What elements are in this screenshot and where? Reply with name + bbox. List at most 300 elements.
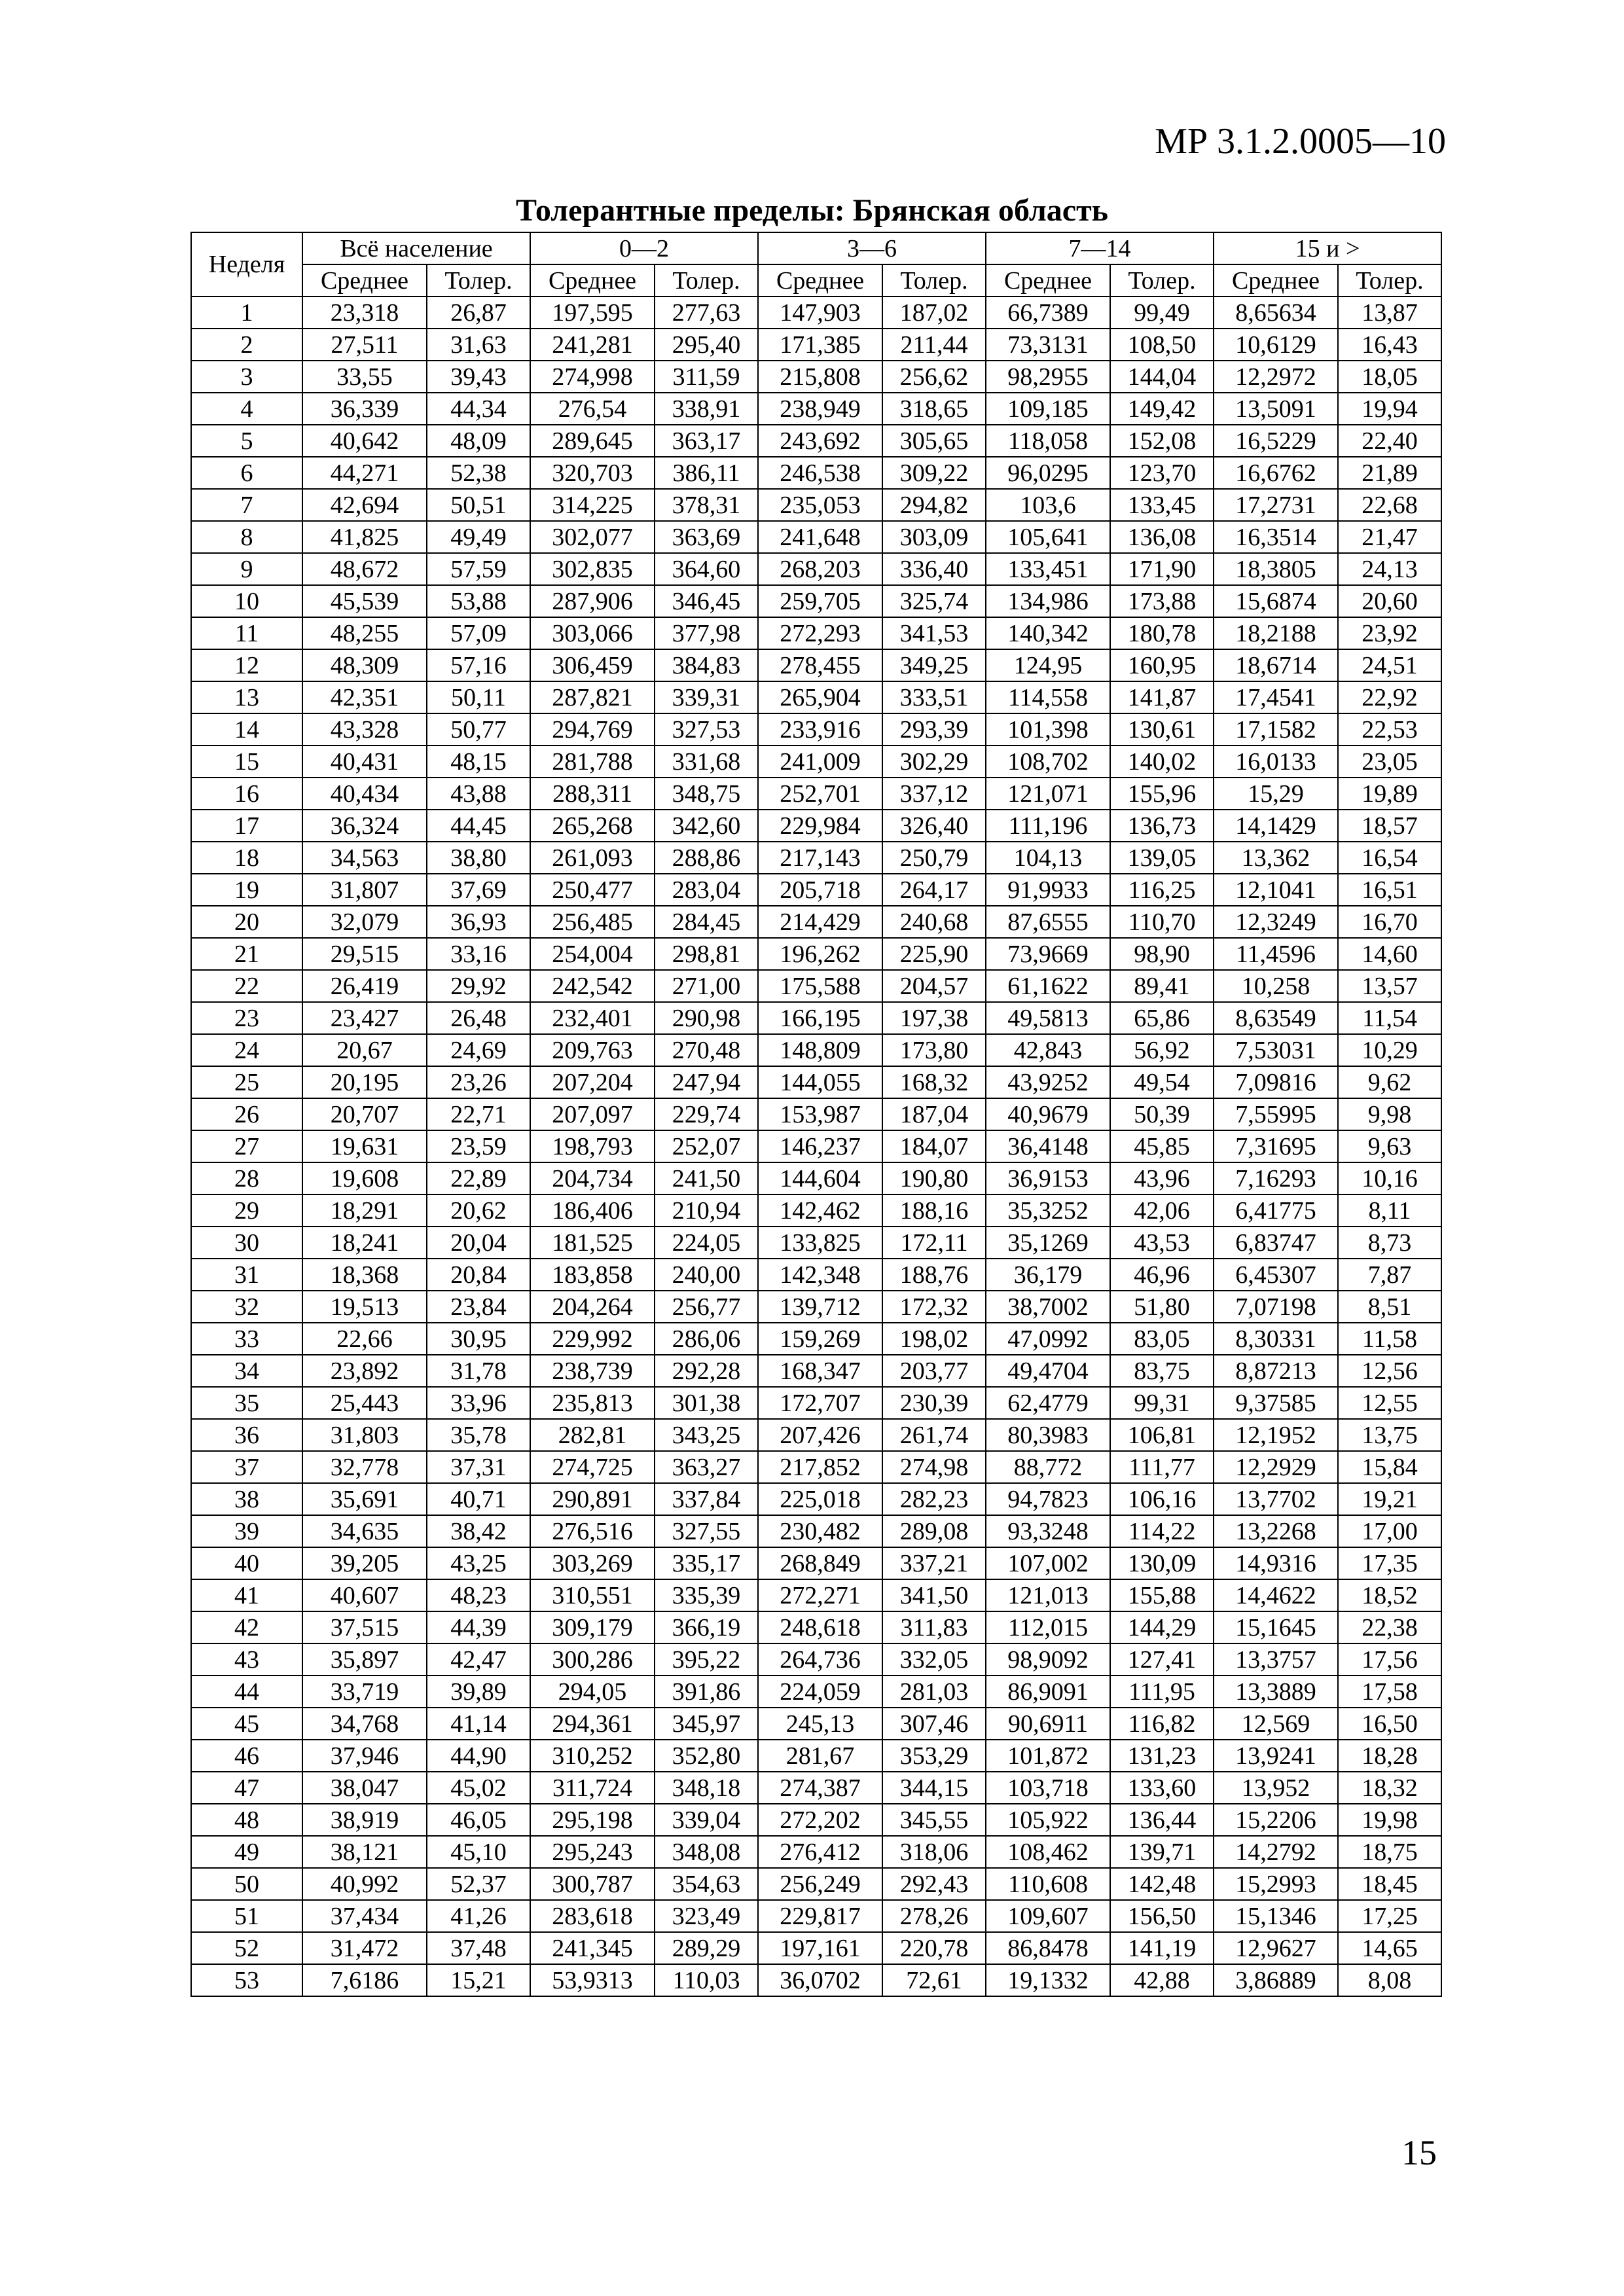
age-3-6-mean-cell: 148,809 [758, 1034, 882, 1066]
age-15-plus-tolerance-cell: 13,87 [1338, 296, 1441, 329]
all-mean-cell: 40,607 [302, 1579, 427, 1611]
age-15-plus-tolerance-cell: 20,60 [1338, 585, 1441, 617]
age-0-2-mean-cell: 294,769 [530, 713, 655, 745]
all-tolerance-cell: 52,37 [427, 1868, 530, 1900]
week-cell: 42 [191, 1611, 302, 1643]
age-15-plus-tolerance-cell: 16,51 [1338, 874, 1441, 906]
age-0-2-tolerance-cell: 364,60 [655, 553, 758, 585]
week-cell: 43 [191, 1643, 302, 1676]
table-row [191, 681, 1441, 713]
age-7-14-tolerance-cell: 142,48 [1110, 1868, 1214, 1900]
table-row [191, 489, 1441, 521]
age-0-2-mean-cell: 250,477 [530, 874, 655, 906]
age-7-14-tolerance-cell: 45,85 [1110, 1130, 1214, 1162]
sub-header-mean: Среднее [758, 264, 882, 296]
age-3-6-mean-cell: 272,271 [758, 1579, 882, 1611]
table-row [191, 1098, 1441, 1130]
age-7-14-mean-cell: 105,922 [986, 1804, 1110, 1836]
week-cell: 3 [191, 361, 302, 393]
age-0-2-mean-cell: 242,542 [530, 970, 655, 1002]
age-0-2-mean-cell: 209,763 [530, 1034, 655, 1066]
age-3-6-tolerance-cell: 230,39 [882, 1387, 986, 1419]
age-3-6-mean-cell: 207,426 [758, 1419, 882, 1451]
age-3-6-mean-cell: 274,387 [758, 1772, 882, 1804]
week-cell: 21 [191, 938, 302, 970]
all-mean-cell: 18,241 [302, 1227, 427, 1259]
age-7-14-tolerance-cell: 110,70 [1110, 906, 1214, 938]
age-15-plus-tolerance-cell: 12,55 [1338, 1387, 1441, 1419]
age-3-6-mean-cell: 142,462 [758, 1194, 882, 1227]
age-3-6-tolerance-cell: 302,29 [882, 745, 986, 778]
all-tolerance-cell: 41,26 [427, 1900, 530, 1932]
age-7-14-tolerance-cell: 83,05 [1110, 1323, 1214, 1355]
age-15-plus-tolerance-cell: 18,45 [1338, 1868, 1441, 1900]
age-7-14-tolerance-cell: 160,95 [1110, 649, 1214, 681]
age-15-plus-mean-cell: 13,362 [1214, 842, 1338, 874]
age-15-plus-mean-cell: 14,9316 [1214, 1547, 1338, 1579]
all-tolerance-cell: 57,09 [427, 617, 530, 649]
age-0-2-tolerance-cell: 288,86 [655, 842, 758, 874]
age-7-14-tolerance-cell: 133,45 [1110, 489, 1214, 521]
age-3-6-mean-cell: 217,852 [758, 1451, 882, 1483]
age-0-2-tolerance-cell: 384,83 [655, 649, 758, 681]
age-3-6-mean-cell: 197,161 [758, 1932, 882, 1964]
age-7-14-tolerance-cell: 133,60 [1110, 1772, 1214, 1804]
age-7-14-tolerance-cell: 56,92 [1110, 1034, 1214, 1066]
all-tolerance-cell: 23,84 [427, 1291, 530, 1323]
table-row [191, 1836, 1441, 1868]
all-tolerance-cell: 44,45 [427, 810, 530, 842]
age-7-14-mean-cell: 98,9092 [986, 1643, 1110, 1676]
all-tolerance-cell: 29,92 [427, 970, 530, 1002]
age-7-14-tolerance-cell: 180,78 [1110, 617, 1214, 649]
week-cell: 30 [191, 1227, 302, 1259]
age-7-14-tolerance-cell: 155,88 [1110, 1579, 1214, 1611]
table-row [191, 713, 1441, 745]
table-row [191, 1932, 1441, 1964]
age-3-6-tolerance-cell: 341,50 [882, 1579, 986, 1611]
page-number: 15 [1401, 2133, 1437, 2172]
age-3-6-mean-cell: 281,67 [758, 1740, 882, 1772]
age-3-6-mean-cell: 241,009 [758, 745, 882, 778]
age-0-2-mean-cell: 198,793 [530, 1130, 655, 1162]
all-mean-cell: 37,515 [302, 1611, 427, 1643]
age-7-14-mean-cell: 80,3983 [986, 1419, 1110, 1451]
week-cell: 27 [191, 1130, 302, 1162]
all-tolerance-cell: 44,34 [427, 393, 530, 425]
age-0-2-mean-cell: 256,485 [530, 906, 655, 938]
table-row [191, 1034, 1441, 1066]
week-cell: 40 [191, 1547, 302, 1579]
table-row [191, 1643, 1441, 1676]
age-7-14-mean-cell: 66,7389 [986, 296, 1110, 329]
all-mean-cell: 40,434 [302, 778, 427, 810]
age-0-2-mean-cell: 300,286 [530, 1643, 655, 1676]
age-3-6-mean-cell: 272,293 [758, 617, 882, 649]
all-mean-cell: 19,513 [302, 1291, 427, 1323]
age-3-6-mean-cell: 159,269 [758, 1323, 882, 1355]
table-row [191, 457, 1441, 489]
age-3-6-tolerance-cell: 190,80 [882, 1162, 986, 1194]
table-row [191, 1323, 1441, 1355]
age-0-2-tolerance-cell: 348,08 [655, 1836, 758, 1868]
age-15-plus-tolerance-cell: 10,16 [1338, 1162, 1441, 1194]
age-7-14-tolerance-cell: 42,88 [1110, 1964, 1214, 1996]
week-cell: 47 [191, 1772, 302, 1804]
week-cell: 23 [191, 1002, 302, 1034]
all-tolerance-cell: 26,87 [427, 296, 530, 329]
age-7-14-tolerance-cell: 171,90 [1110, 553, 1214, 585]
tolerance-limits-table [190, 232, 1442, 1997]
age-0-2-mean-cell: 207,204 [530, 1066, 655, 1098]
table-row [191, 1419, 1441, 1451]
all-mean-cell: 44,271 [302, 457, 427, 489]
all-tolerance-cell: 50,51 [427, 489, 530, 521]
week-cell: 17 [191, 810, 302, 842]
age-7-14-tolerance-cell: 108,50 [1110, 329, 1214, 361]
all-mean-cell: 31,472 [302, 1932, 427, 1964]
all-mean-cell: 34,563 [302, 842, 427, 874]
all-tolerance-cell: 22,71 [427, 1098, 530, 1130]
age-15-plus-mean-cell: 16,3514 [1214, 521, 1338, 553]
week-cell: 29 [191, 1194, 302, 1227]
week-cell: 41 [191, 1579, 302, 1611]
age-3-6-tolerance-cell: 188,16 [882, 1194, 986, 1227]
age-0-2-mean-cell: 309,179 [530, 1611, 655, 1643]
table-row [191, 1547, 1441, 1579]
age-0-2-tolerance-cell: 284,45 [655, 906, 758, 938]
week-cell: 20 [191, 906, 302, 938]
all-mean-cell: 23,892 [302, 1355, 427, 1387]
week-cell: 32 [191, 1291, 302, 1323]
age-3-6-tolerance-cell: 305,65 [882, 425, 986, 457]
age-3-6-mean-cell: 278,455 [758, 649, 882, 681]
age-15-plus-mean-cell: 18,2188 [1214, 617, 1338, 649]
all-mean-cell: 36,339 [302, 393, 427, 425]
age-15-plus-tolerance-cell: 21,47 [1338, 521, 1441, 553]
age-15-plus-tolerance-cell: 8,51 [1338, 1291, 1441, 1323]
week-cell: 4 [191, 393, 302, 425]
age-0-2-mean-cell: 302,835 [530, 553, 655, 585]
age-0-2-tolerance-cell: 277,63 [655, 296, 758, 329]
age-0-2-tolerance-cell: 292,28 [655, 1355, 758, 1387]
all-tolerance-cell: 37,31 [427, 1451, 530, 1483]
age-15-plus-mean-cell: 15,29 [1214, 778, 1338, 810]
age-0-2-mean-cell: 238,739 [530, 1355, 655, 1387]
age-15-plus-tolerance-cell: 22,53 [1338, 713, 1441, 745]
age-7-14-mean-cell: 62,4779 [986, 1387, 1110, 1419]
age-15-plus-mean-cell: 14,2792 [1214, 1836, 1338, 1868]
age-7-14-mean-cell: 118,058 [986, 425, 1110, 457]
age-3-6-tolerance-cell: 197,38 [882, 1002, 986, 1034]
age-3-6-tolerance-cell: 332,05 [882, 1643, 986, 1676]
age-7-14-tolerance-cell: 99,49 [1110, 296, 1214, 329]
age-3-6-tolerance-cell: 225,90 [882, 938, 986, 970]
age-7-14-tolerance-cell: 140,02 [1110, 745, 1214, 778]
age-7-14-mean-cell: 103,718 [986, 1772, 1110, 1804]
age-15-plus-mean-cell: 12,1041 [1214, 874, 1338, 906]
age-0-2-mean-cell: 303,269 [530, 1547, 655, 1579]
table-row [191, 521, 1441, 553]
age-3-6-tolerance-cell: 173,80 [882, 1034, 986, 1066]
age-3-6-tolerance-cell: 261,74 [882, 1419, 986, 1451]
all-mean-cell: 35,897 [302, 1643, 427, 1676]
all-mean-cell: 34,768 [302, 1708, 427, 1740]
all-mean-cell: 36,324 [302, 810, 427, 842]
age-15-plus-tolerance-cell: 19,98 [1338, 1804, 1441, 1836]
age-7-14-tolerance-cell: 106,81 [1110, 1419, 1214, 1451]
all-mean-cell: 41,825 [302, 521, 427, 553]
age-15-plus-mean-cell: 12,9627 [1214, 1932, 1338, 1964]
age-7-14-mean-cell: 121,071 [986, 778, 1110, 810]
table-row [191, 296, 1441, 329]
table-row [191, 1387, 1441, 1419]
all-mean-cell: 23,318 [302, 296, 427, 329]
age-0-2-tolerance-cell: 283,04 [655, 874, 758, 906]
age-15-plus-tolerance-cell: 18,32 [1338, 1772, 1441, 1804]
age-7-14-mean-cell: 87,6555 [986, 906, 1110, 938]
age-3-6-tolerance-cell: 282,23 [882, 1483, 986, 1515]
age-15-plus-tolerance-cell: 23,05 [1338, 745, 1441, 778]
table-row [191, 1355, 1441, 1387]
age-15-plus-tolerance-cell: 18,57 [1338, 810, 1441, 842]
all-mean-cell: 18,291 [302, 1194, 427, 1227]
week-cell: 39 [191, 1515, 302, 1547]
age-0-2-mean-cell: 306,459 [530, 649, 655, 681]
age-3-6-mean-cell: 259,705 [758, 585, 882, 617]
age-0-2-mean-cell: 207,097 [530, 1098, 655, 1130]
week-cell: 51 [191, 1900, 302, 1932]
age-7-14-tolerance-cell: 65,86 [1110, 1002, 1214, 1034]
age-0-2-mean-cell: 183,858 [530, 1259, 655, 1291]
table-body [191, 296, 1441, 1996]
age-0-2-tolerance-cell: 377,98 [655, 617, 758, 649]
sub-header-mean: Среднее [986, 264, 1110, 296]
week-cell: 9 [191, 553, 302, 585]
all-tolerance-cell: 45,10 [427, 1836, 530, 1868]
all-tolerance-cell: 49,49 [427, 521, 530, 553]
age-15-plus-tolerance-cell: 16,50 [1338, 1708, 1441, 1740]
age-7-14-tolerance-cell: 43,53 [1110, 1227, 1214, 1259]
table-row [191, 425, 1441, 457]
age-15-plus-tolerance-cell: 17,00 [1338, 1515, 1441, 1547]
age-0-2-tolerance-cell: 338,91 [655, 393, 758, 425]
age-0-2-tolerance-cell: 241,50 [655, 1162, 758, 1194]
age-7-14-tolerance-cell: 130,61 [1110, 713, 1214, 745]
age-15-plus-mean-cell: 17,4541 [1214, 681, 1338, 713]
age-3-6-mean-cell: 233,916 [758, 713, 882, 745]
table-row [191, 585, 1441, 617]
age-0-2-mean-cell: 295,243 [530, 1836, 655, 1868]
week-cell: 13 [191, 681, 302, 713]
table-row [191, 1804, 1441, 1836]
age-15-plus-mean-cell: 7,09816 [1214, 1066, 1338, 1098]
age-15-plus-tolerance-cell: 10,29 [1338, 1034, 1441, 1066]
age-7-14-tolerance-cell: 130,09 [1110, 1547, 1214, 1579]
all-tolerance-cell: 24,69 [427, 1034, 530, 1066]
age-15-plus-mean-cell: 14,1429 [1214, 810, 1338, 842]
age-7-14-mean-cell: 49,5813 [986, 1002, 1110, 1034]
age-3-6-tolerance-cell: 337,21 [882, 1547, 986, 1579]
sub-header-tolerance: Толер. [427, 264, 530, 296]
age-7-14-tolerance-cell: 141,87 [1110, 681, 1214, 713]
age-15-plus-tolerance-cell: 12,56 [1338, 1355, 1441, 1387]
all-mean-cell: 18,368 [302, 1259, 427, 1291]
all-mean-cell: 38,919 [302, 1804, 427, 1836]
age-3-6-mean-cell: 166,195 [758, 1002, 882, 1034]
table-row [191, 778, 1441, 810]
age-7-14-mean-cell: 96,0295 [986, 457, 1110, 489]
age-7-14-tolerance-cell: 98,90 [1110, 938, 1214, 970]
age-7-14-tolerance-cell: 149,42 [1110, 393, 1214, 425]
age-3-6-tolerance-cell: 184,07 [882, 1130, 986, 1162]
all-tolerance-cell: 40,71 [427, 1483, 530, 1515]
age-15-plus-tolerance-cell: 11,54 [1338, 1002, 1441, 1034]
all-mean-cell: 40,642 [302, 425, 427, 457]
table-row [191, 1515, 1441, 1547]
age-7-14-mean-cell: 107,002 [986, 1547, 1110, 1579]
week-cell: 33 [191, 1323, 302, 1355]
all-tolerance-cell: 23,26 [427, 1066, 530, 1098]
age-7-14-mean-cell: 19,1332 [986, 1964, 1110, 1996]
age-15-plus-mean-cell: 6,45307 [1214, 1259, 1338, 1291]
sub-header-tolerance: Толер. [1110, 264, 1214, 296]
age-15-plus-mean-cell: 15,2993 [1214, 1868, 1338, 1900]
age-15-plus-mean-cell: 7,07198 [1214, 1291, 1338, 1323]
all-mean-cell: 42,351 [302, 681, 427, 713]
age-15-plus-tolerance-cell: 11,58 [1338, 1323, 1441, 1355]
all-tolerance-cell: 52,38 [427, 457, 530, 489]
all-tolerance-cell: 48,23 [427, 1579, 530, 1611]
age-15-plus-mean-cell: 15,1346 [1214, 1900, 1338, 1932]
age-0-2-tolerance-cell: 210,94 [655, 1194, 758, 1227]
age-3-6-mean-cell: 36,0702 [758, 1964, 882, 1996]
age-15-plus-tolerance-cell: 18,28 [1338, 1740, 1441, 1772]
age-7-14-mean-cell: 105,641 [986, 521, 1110, 553]
age-0-2-mean-cell: 311,724 [530, 1772, 655, 1804]
age-7-14-mean-cell: 133,451 [986, 553, 1110, 585]
week-cell: 6 [191, 457, 302, 489]
age-7-14-tolerance-cell: 156,50 [1110, 1900, 1214, 1932]
age-7-14-tolerance-cell: 144,29 [1110, 1611, 1214, 1643]
age-15-plus-tolerance-cell: 14,60 [1338, 938, 1441, 970]
age-15-plus-tolerance-cell: 23,92 [1338, 617, 1441, 649]
age-7-14-mean-cell: 38,7002 [986, 1291, 1110, 1323]
age-7-14-tolerance-cell: 42,06 [1110, 1194, 1214, 1227]
age-3-6-mean-cell: 215,808 [758, 361, 882, 393]
table-row [191, 553, 1441, 585]
all-mean-cell: 34,635 [302, 1515, 427, 1547]
all-mean-cell: 20,195 [302, 1066, 427, 1098]
table-row [191, 1611, 1441, 1643]
age-0-2-tolerance-cell: 110,03 [655, 1964, 758, 1996]
age-15-plus-tolerance-cell: 19,89 [1338, 778, 1441, 810]
age-15-plus-mean-cell: 15,2206 [1214, 1804, 1338, 1836]
age-15-plus-mean-cell: 15,6874 [1214, 585, 1338, 617]
age-15-plus-mean-cell: 12,1952 [1214, 1419, 1338, 1451]
age-15-plus-tolerance-cell: 18,05 [1338, 361, 1441, 393]
age-0-2-tolerance-cell: 256,77 [655, 1291, 758, 1323]
age-7-14-tolerance-cell: 106,16 [1110, 1483, 1214, 1515]
all-mean-cell: 37,434 [302, 1900, 427, 1932]
age-15-plus-tolerance-cell: 16,54 [1338, 842, 1441, 874]
age-3-6-mean-cell: 235,053 [758, 489, 882, 521]
age-15-plus-tolerance-cell: 17,25 [1338, 1900, 1441, 1932]
age-3-6-mean-cell: 225,018 [758, 1483, 882, 1515]
age-7-14-mean-cell: 114,558 [986, 681, 1110, 713]
age-3-6-tolerance-cell: 318,65 [882, 393, 986, 425]
age-3-6-mean-cell: 229,817 [758, 1900, 882, 1932]
week-cell: 50 [191, 1868, 302, 1900]
age-15-plus-mean-cell: 12,2929 [1214, 1451, 1338, 1483]
age-0-2-mean-cell: 288,311 [530, 778, 655, 810]
age-7-14-mean-cell: 109,185 [986, 393, 1110, 425]
all-tolerance-cell: 44,39 [427, 1611, 530, 1643]
age-7-14-tolerance-cell: 136,08 [1110, 521, 1214, 553]
sub-header-mean: Среднее [530, 264, 655, 296]
week-cell: 22 [191, 970, 302, 1002]
age-7-14-tolerance-cell: 50,39 [1110, 1098, 1214, 1130]
age-15-plus-mean-cell: 16,0133 [1214, 745, 1338, 778]
age-7-14-tolerance-cell: 123,70 [1110, 457, 1214, 489]
age-15-plus-mean-cell: 16,6762 [1214, 457, 1338, 489]
age-0-2-tolerance-cell: 252,07 [655, 1130, 758, 1162]
age-3-6-tolerance-cell: 172,11 [882, 1227, 986, 1259]
age-3-6-tolerance-cell: 326,40 [882, 810, 986, 842]
age-3-6-tolerance-cell: 344,15 [882, 1772, 986, 1804]
age-0-2-mean-cell: 53,9313 [530, 1964, 655, 1996]
week-cell: 38 [191, 1483, 302, 1515]
age-7-14-tolerance-cell: 116,82 [1110, 1708, 1214, 1740]
age-3-6-mean-cell: 264,736 [758, 1643, 882, 1676]
all-mean-cell: 32,079 [302, 906, 427, 938]
table-row [191, 1451, 1441, 1483]
sub-header-tolerance: Толер. [882, 264, 986, 296]
group-header-row [191, 232, 1441, 264]
age-15-plus-mean-cell: 8,87213 [1214, 1355, 1338, 1387]
age-3-6-mean-cell: 256,249 [758, 1868, 882, 1900]
all-tolerance-cell: 39,43 [427, 361, 530, 393]
age-7-14-mean-cell: 86,8478 [986, 1932, 1110, 1964]
age-3-6-tolerance-cell: 341,53 [882, 617, 986, 649]
week-cell: 11 [191, 617, 302, 649]
age-3-6-mean-cell: 217,143 [758, 842, 882, 874]
all-mean-cell: 19,608 [302, 1162, 427, 1194]
table-row [191, 1483, 1441, 1515]
age-3-6-tolerance-cell: 311,83 [882, 1611, 986, 1643]
age-0-2-tolerance-cell: 301,38 [655, 1387, 758, 1419]
age-15-plus-mean-cell: 12,3249 [1214, 906, 1338, 938]
age-3-6-mean-cell: 214,429 [758, 906, 882, 938]
all-tolerance-cell: 43,25 [427, 1547, 530, 1579]
age-7-14-mean-cell: 73,3131 [986, 329, 1110, 361]
age-0-2-mean-cell: 281,788 [530, 745, 655, 778]
age-15-plus-mean-cell: 7,53031 [1214, 1034, 1338, 1066]
all-tolerance-cell: 50,11 [427, 681, 530, 713]
age-7-14-mean-cell: 94,7823 [986, 1483, 1110, 1515]
age-0-2-tolerance-cell: 342,60 [655, 810, 758, 842]
age-0-2-tolerance-cell: 289,29 [655, 1932, 758, 1964]
week-cell: 53 [191, 1964, 302, 1996]
age-15-plus-mean-cell: 13,9241 [1214, 1740, 1338, 1772]
age-7-14-tolerance-cell: 114,22 [1110, 1515, 1214, 1547]
week-cell: 48 [191, 1804, 302, 1836]
week-cell: 37 [191, 1451, 302, 1483]
all-mean-cell: 43,328 [302, 713, 427, 745]
age-0-2-mean-cell: 241,345 [530, 1932, 655, 1964]
sub-header-tolerance: Толер. [655, 264, 758, 296]
age-0-2-tolerance-cell: 391,86 [655, 1676, 758, 1708]
